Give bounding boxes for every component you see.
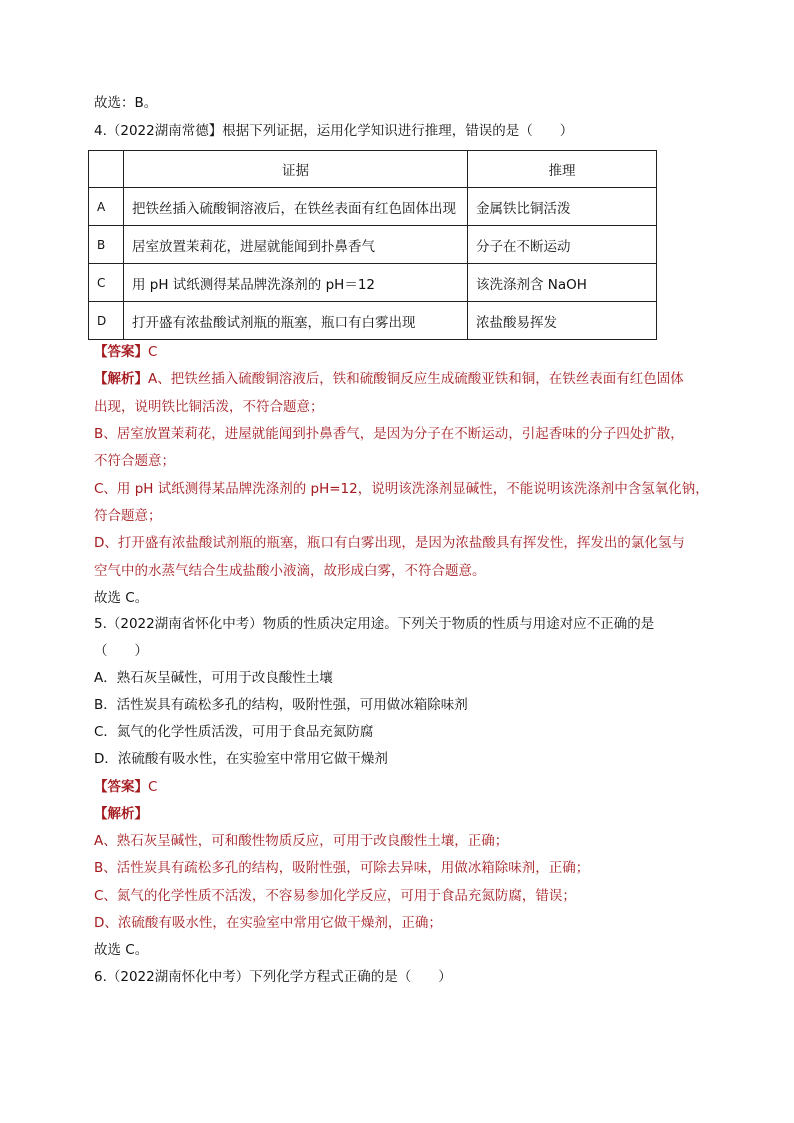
row-evidence: 把铁丝插入硫酸铜溶液后，在铁丝表面有红色固体出现: [124, 188, 468, 226]
analysis-text: A、把铁丝插入硫酸铜溶液后，铁和硫酸铜反应生成硫酸亚铁和铜，在铁丝表面有红色固体: [148, 371, 684, 387]
q5-analysis-line: B、活性炭具有疏松多孔的结构，吸附性强，可除去异味，用做冰箱除味剂，正确；: [94, 860, 590, 876]
q4-analysis-line: 出现，说明铁比铜活泼，不符合题意；: [94, 399, 324, 415]
q4-answer: [94, 342, 157, 362]
row-label: D: [89, 302, 124, 340]
q5-analysis-line: A、熟石灰呈碱性，可和酸性物质反应，可用于改良酸性土壤，正确；: [94, 833, 509, 849]
row-evidence: 用 pH 试纸测得某品牌洗涤剂的 pH＝12: [124, 264, 468, 302]
analysis-tag: 【解析】: [94, 371, 148, 387]
row-evidence: 打开盛有浓盐酸试剂瓶的瓶塞，瓶口有白雾出现: [124, 302, 468, 340]
q5-stem: 5.（2022湖南省怀化中考）物质的性质决定用途。下列关于物质的性质与用途对应不正确的是: [94, 616, 655, 632]
header-blank: [89, 151, 124, 188]
table-row: [89, 302, 657, 340]
answer-tag: 【答案】: [94, 344, 148, 360]
table-header-row: [89, 151, 657, 188]
row-inference: 分子在不断运动: [468, 226, 657, 264]
q5-stem-blank: （ ）: [94, 643, 148, 659]
q5-answer: [94, 777, 157, 797]
q5-option-b: B．活性炭具有疏松多孔的结构，吸附性强，可用做冰箱除味剂: [94, 697, 468, 713]
table-row: [89, 264, 657, 302]
row-inference: 该洗涤剂含 NaOH: [468, 264, 657, 302]
q6-stem: 6.（2022湖南怀化中考）下列化学方程式正确的是（ ）: [94, 969, 452, 985]
table-row: [89, 226, 657, 264]
q5-option-a: A．熟石灰呈碱性，可用于改良酸性土壤: [94, 670, 333, 686]
row-label: C: [89, 264, 124, 302]
row-label: A: [89, 188, 124, 226]
answer-value: C: [148, 344, 158, 360]
row-label: B: [89, 226, 124, 264]
header-inference: 推理: [468, 151, 657, 188]
evidence-table: [88, 150, 657, 340]
q4-analysis-line: D、打开盛有浓盐酸试剂瓶的瓶塞，瓶口有白雾出现，是因为浓盐酸具有挥发性，挥发出的氯化氢与: [94, 535, 685, 551]
answer-tag: 【答案】: [94, 779, 148, 795]
table-row: [89, 188, 657, 226]
q5-conclusion: 故选 C。: [94, 942, 149, 958]
header-evidence: 证据: [124, 151, 468, 188]
q5-analysis-line: D、浓硫酸有吸水性，在实验室中常用它做干燥剂，正确；: [94, 915, 442, 931]
q5-option-c: C．氮气的化学性质活泼，可用于食品充氮防腐: [94, 724, 374, 740]
q5-analysis-tag: 【解析】: [94, 806, 148, 822]
q4-analysis-line: 空气中的水蒸气结合生成盐酸小液滴，故形成白雾，不符合题意。: [94, 563, 486, 579]
q5-option-d: D．浓硫酸有吸水性，在实验室中常用它做干燥剂: [94, 751, 388, 767]
q3-conclusion: 故选：B。: [94, 95, 158, 111]
q4-analysis-line: 符合题意；: [94, 508, 162, 524]
q4-analysis-line: [94, 369, 684, 389]
q4-stem: 4.（2022湖南常德】根据下列证据，运用化学知识进行推理，错误的是（ ）: [94, 123, 574, 139]
q5-analysis-line: C、氮气的化学性质不活泼，不容易参加化学反应，可用于食品充氮防腐，错误；: [94, 888, 576, 904]
row-inference: 浓盐酸易挥发: [468, 302, 657, 340]
q4-analysis-line: B、居室放置茉莉花，进屋就能闻到扑鼻香气，是因为分子在不断运动，引起香味的分子四处扩散，: [94, 426, 684, 442]
q4-analysis-line: C、用 pH 试纸测得某品牌洗涤剂的 pH=12，说明该洗涤剂显碱性，不能说明该洗涤剂中含氢氧化钠，: [94, 481, 709, 497]
q4-conclusion: 故选 C。: [94, 590, 149, 606]
q4-analysis-line: 不符合题意；: [94, 453, 175, 469]
row-evidence: 居室放置茉莉花，进屋就能闻到扑鼻香气: [124, 226, 468, 264]
row-inference: 金属铁比铜活泼: [468, 188, 657, 226]
answer-value: C: [148, 779, 158, 795]
